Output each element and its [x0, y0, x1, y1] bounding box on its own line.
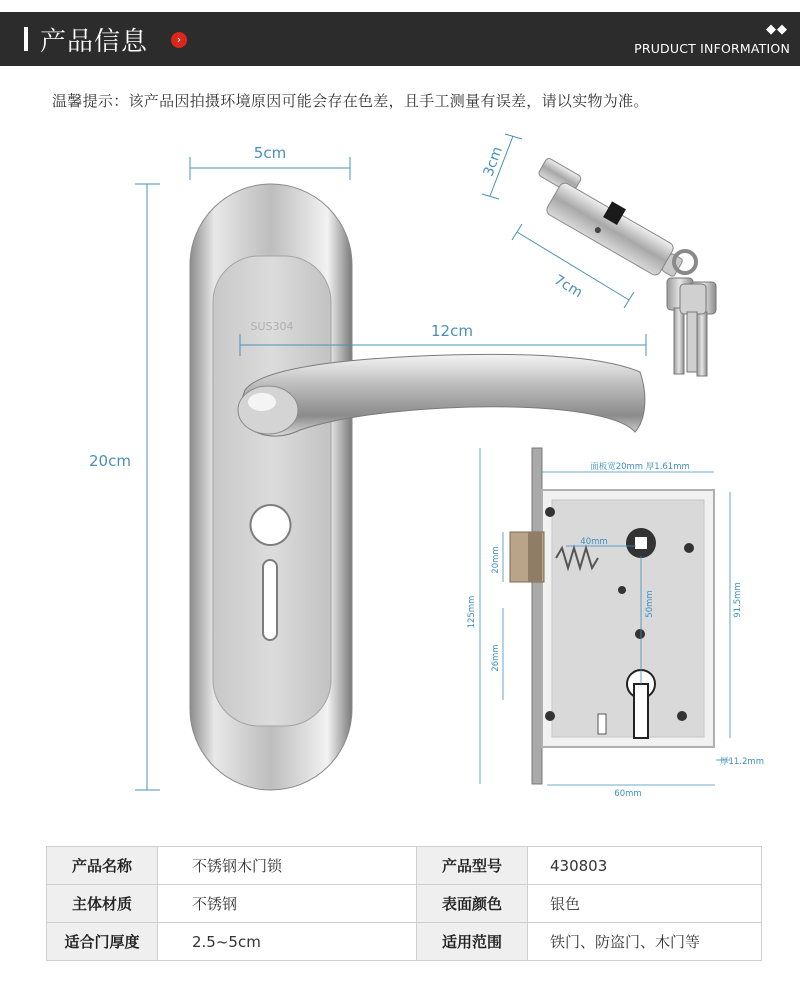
section-title: 产品信息 [40, 27, 149, 57]
spec-key: 主体材质 [47, 885, 158, 923]
spec-key: 产品名称 [47, 847, 158, 885]
arrow-right-icon: › [171, 32, 187, 48]
spec-value: 铁门、防盗门、木门等 [528, 923, 762, 961]
lower-height-label: 26mm [491, 644, 501, 672]
plate-height-dimension [135, 184, 160, 790]
case-height-label: 91.5mm [733, 582, 743, 618]
spec-key: 适用范围 [417, 923, 528, 961]
spec-value: 不锈钢 [158, 885, 417, 923]
door-plate [190, 184, 352, 790]
total-height-label: 125mm [467, 595, 477, 629]
plate-engraving: SUS304 [250, 320, 294, 333]
plate-width-label: 5cm [253, 144, 287, 162]
diamond-icon: ◆◆ [766, 22, 788, 37]
backset-label: 40mm [580, 537, 608, 547]
latch-label: 20mm [491, 546, 501, 574]
cylinder-width-label: 3cm [480, 144, 506, 179]
lock-cylinder [523, 157, 694, 284]
spec-value: 银色 [528, 885, 762, 923]
spec-value: 430803 [528, 847, 762, 885]
cylinder-length-label: 7cm [550, 271, 586, 302]
handle-length-label: 12cm [431, 322, 473, 340]
notice-text: 温馨提示：该产品因拍摄环境原因可能会存在色差，且手工测量有误差，请以实物为准。 [52, 92, 649, 110]
table-row [47, 847, 762, 885]
faceplate-label: 面板宽20mm 厚1.61mm [590, 462, 690, 472]
spindle-distance-label: 50mm [645, 590, 655, 618]
spec-key: 适合门厚度 [47, 923, 158, 961]
width-label: 60mm [614, 789, 642, 799]
spec-value: 2.5~5cm [158, 923, 417, 961]
spec-value: 不锈钢木门锁 [158, 847, 417, 885]
plate-height-label: 20cm [89, 452, 131, 470]
spec-key: 产品型号 [417, 847, 528, 885]
thickness-label: 厚11.2mm [720, 757, 764, 767]
table-row [47, 923, 762, 961]
table-row [47, 885, 762, 923]
section-subtitle: PRUDUCT INFORMATION [634, 41, 790, 56]
spec-table [46, 846, 762, 961]
mortise-lock [510, 448, 714, 784]
spec-key: 表面颜色 [417, 885, 528, 923]
